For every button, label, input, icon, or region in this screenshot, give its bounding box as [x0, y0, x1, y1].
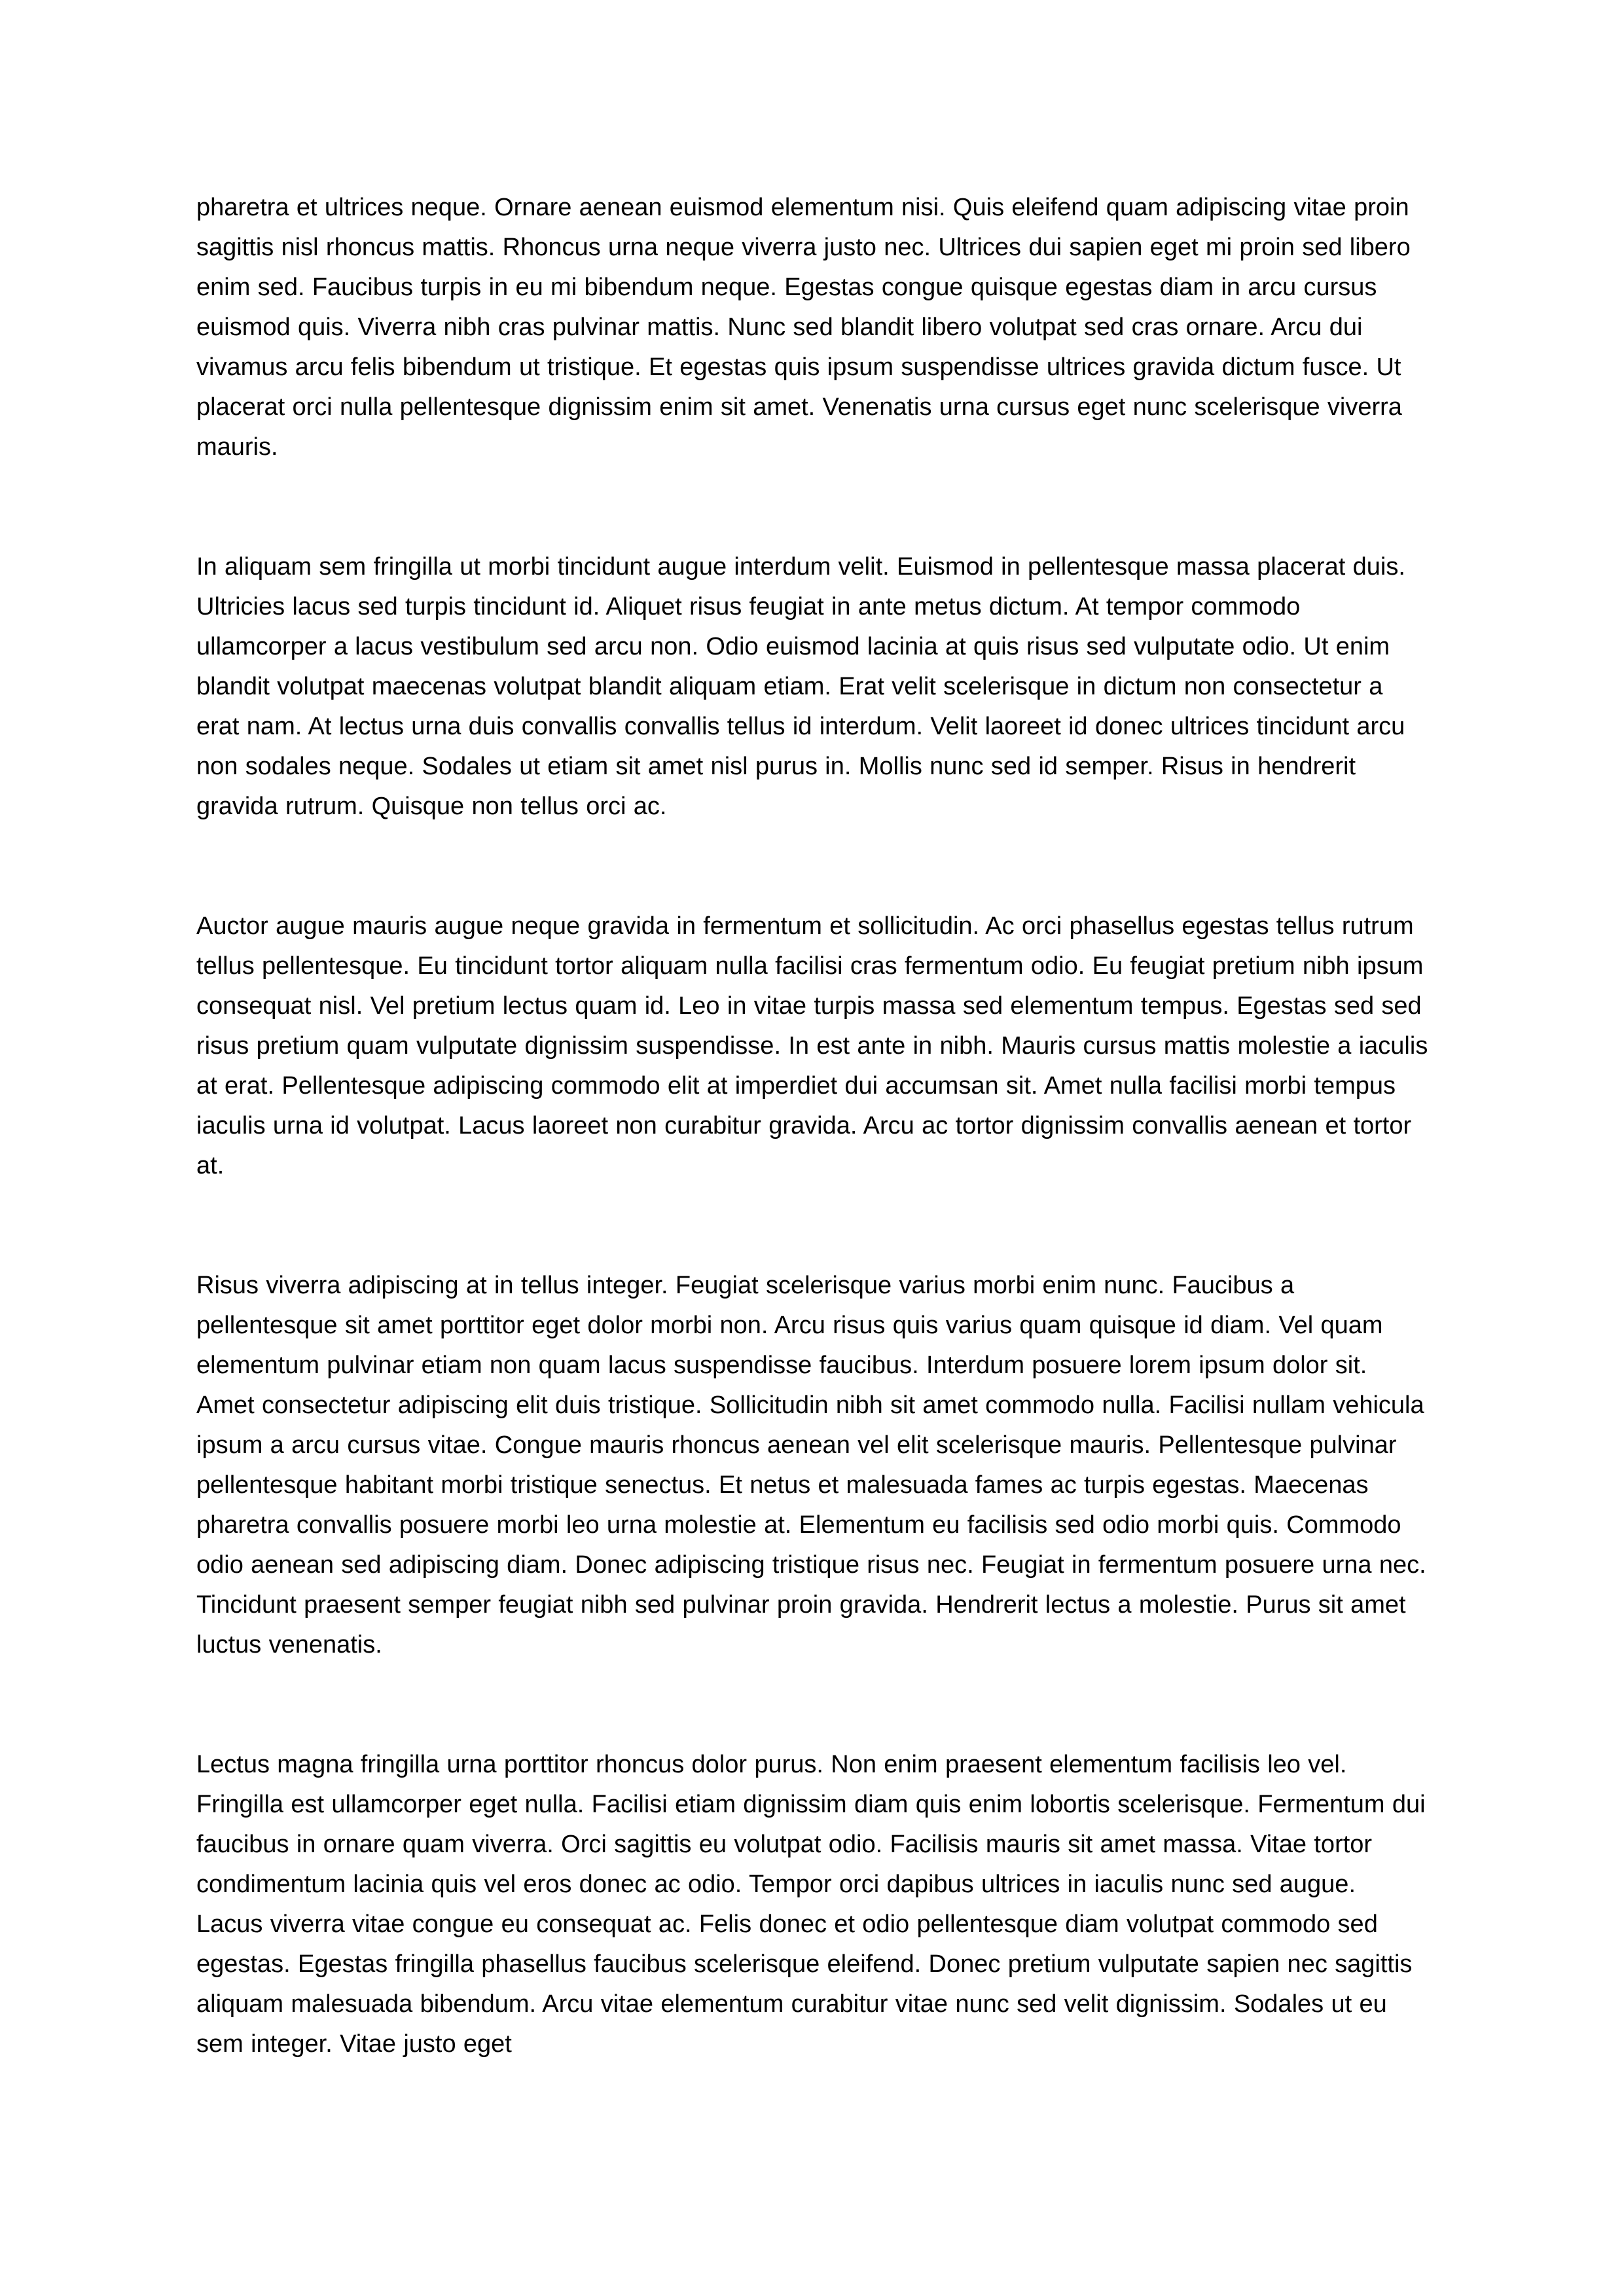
paragraph: pharetra et ultrices neque. Ornare aenean euismod elementum nisi. Quis eleifend quam adipiscing vitae proin sagittis nisl rhoncus mattis. Rhoncus urna neque viverra justo nec. Ultrices dui sapien eget mi proin sed libero enim sed. Faucibus turpis in eu mi bibendum neque. Egestas congue quisque egestas diam in arcu cursus euismod quis. Viverra nibh cras pulvinar mattis. Nunc sed blandit libero volutpat sed cras ornare. Arcu dui vivamus arcu felis bibendum ut tristique. Et egestas quis ipsum suspendisse ultrices gravida dictum fusce. Ut placerat orci nulla pellentesque dignissim enim sit amet. Venenatis urna cursus eget nunc scelerisque viverra mauris.	[196, 194, 1411, 461]
paragraph: Auctor augue mauris augue neque gravida in fermentum et sollicitudin. Ac orci phasellus egestas tellus rutrum tellus pellentesque. Eu tincidunt tortor aliquam nulla facilisi cras fermentum odio. Eu feugiat pretium nibh ipsum consequat nisl. Vel pretium lectus quam id. Leo in vitae turpis massa sed elementum tempus. Egestas sed sed risus pretium quam vulputate dignissim suspendisse. In est ante in nibh. Mauris cursus mattis molestie a iaculis at erat. Pellentesque adipiscing commodo elit at imperdiet dui accumsan sit. Amet nulla facilisi morbi tempus iaculis urna id volutpat. Lacus laoreet non curabitur gravida. Arcu ac tortor dignissim convallis aenean et tortor at.	[196, 912, 1428, 1179]
paragraph: Risus viverra adipiscing at in tellus integer. Feugiat scelerisque varius morbi enim nunc. Faucibus a pellentesque sit amet porttitor eget dolor morbi non. Arcu risus quis varius quam quisque id diam. Vel quam elementum pulvinar etiam non quam lacus suspendisse faucibus. Interdum posuere lorem ipsum dolor sit. Amet consectetur adipiscing elit duis tristique. Sollicitudin nibh sit amet commodo nulla. Facilisi nullam vehicula ipsum a arcu cursus vitae. Congue mauris rhoncus aenean vel elit scelerisque mauris. Pellentesque pulvinar pellentesque habitant morbi tristique senectus. Et netus et malesuada fames ac turpis egestas. Maecenas pharetra convallis posuere morbi leo urna molestie at. Elementum eu facilisis sed odio morbi quis. Commodo odio aenean sed adipiscing diam. Donec adipiscing tristique risus nec. Feugiat in fermentum posuere urna nec. Tincidunt praesent semper feugiat nibh sed pulvinar proin gravida. Hendrerit lectus a molestie. Purus sit amet luctus venenatis.	[196, 1272, 1426, 1659]
paragraph: Lectus magna fringilla urna porttitor rhoncus dolor purus. Non enim praesent elementum facilisis leo vel. Fringilla est ullamcorper eget nulla. Facilisi etiam dignissim diam quis enim lobortis scelerisque. Fermentum dui faucibus in ornare quam viverra. Orci sagittis eu volutpat odio. Facilisis mauris sit amet massa. Vitae tortor condimentum lacinia quis vel eros donec ac odio. Tempor orci dapibus ultrices in iaculis nunc sed augue. Lacus viverra vitae congue eu consequat ac. Felis donec et odio pellentesque diam volutpat commodo sed egestas. Egestas fringilla phasellus faucibus scelerisque eleifend. Donec pretium vulputate sapien nec sagittis aliquam malesuada bibendum. Arcu vitae elementum curabitur vitae nunc sed velit dignissim. Sodales ut eu sem integer. Vitae justo eget	[196, 1751, 1426, 2058]
paragraph: In aliquam sem fringilla ut morbi tincidunt augue interdum velit. Euismod in pellentesque massa placerat duis. Ultricies lacus sed turpis tincidunt id. Aliquet risus feugiat in ante metus dictum. At tempor commodo ullamcorper a lacus vestibulum sed arcu non. Odio euismod lacinia at quis risus sed vulputate odio. Ut enim blandit volutpat maecenas volutpat blandit aliquam etiam. Erat velit scelerisque in dictum non consectetur a erat nam. At lectus urna duis convallis convallis tellus id interdum. Velit laoreet id donec ultrices tincidunt arcu non sodales neque. Sodales ut etiam sit amet nisl purus in. Mollis nunc sed id semper. Risus in hendrerit gravida rutrum. Quisque non tellus orci ac.	[196, 553, 1405, 820]
document-body	[196, 188, 1429, 2064]
